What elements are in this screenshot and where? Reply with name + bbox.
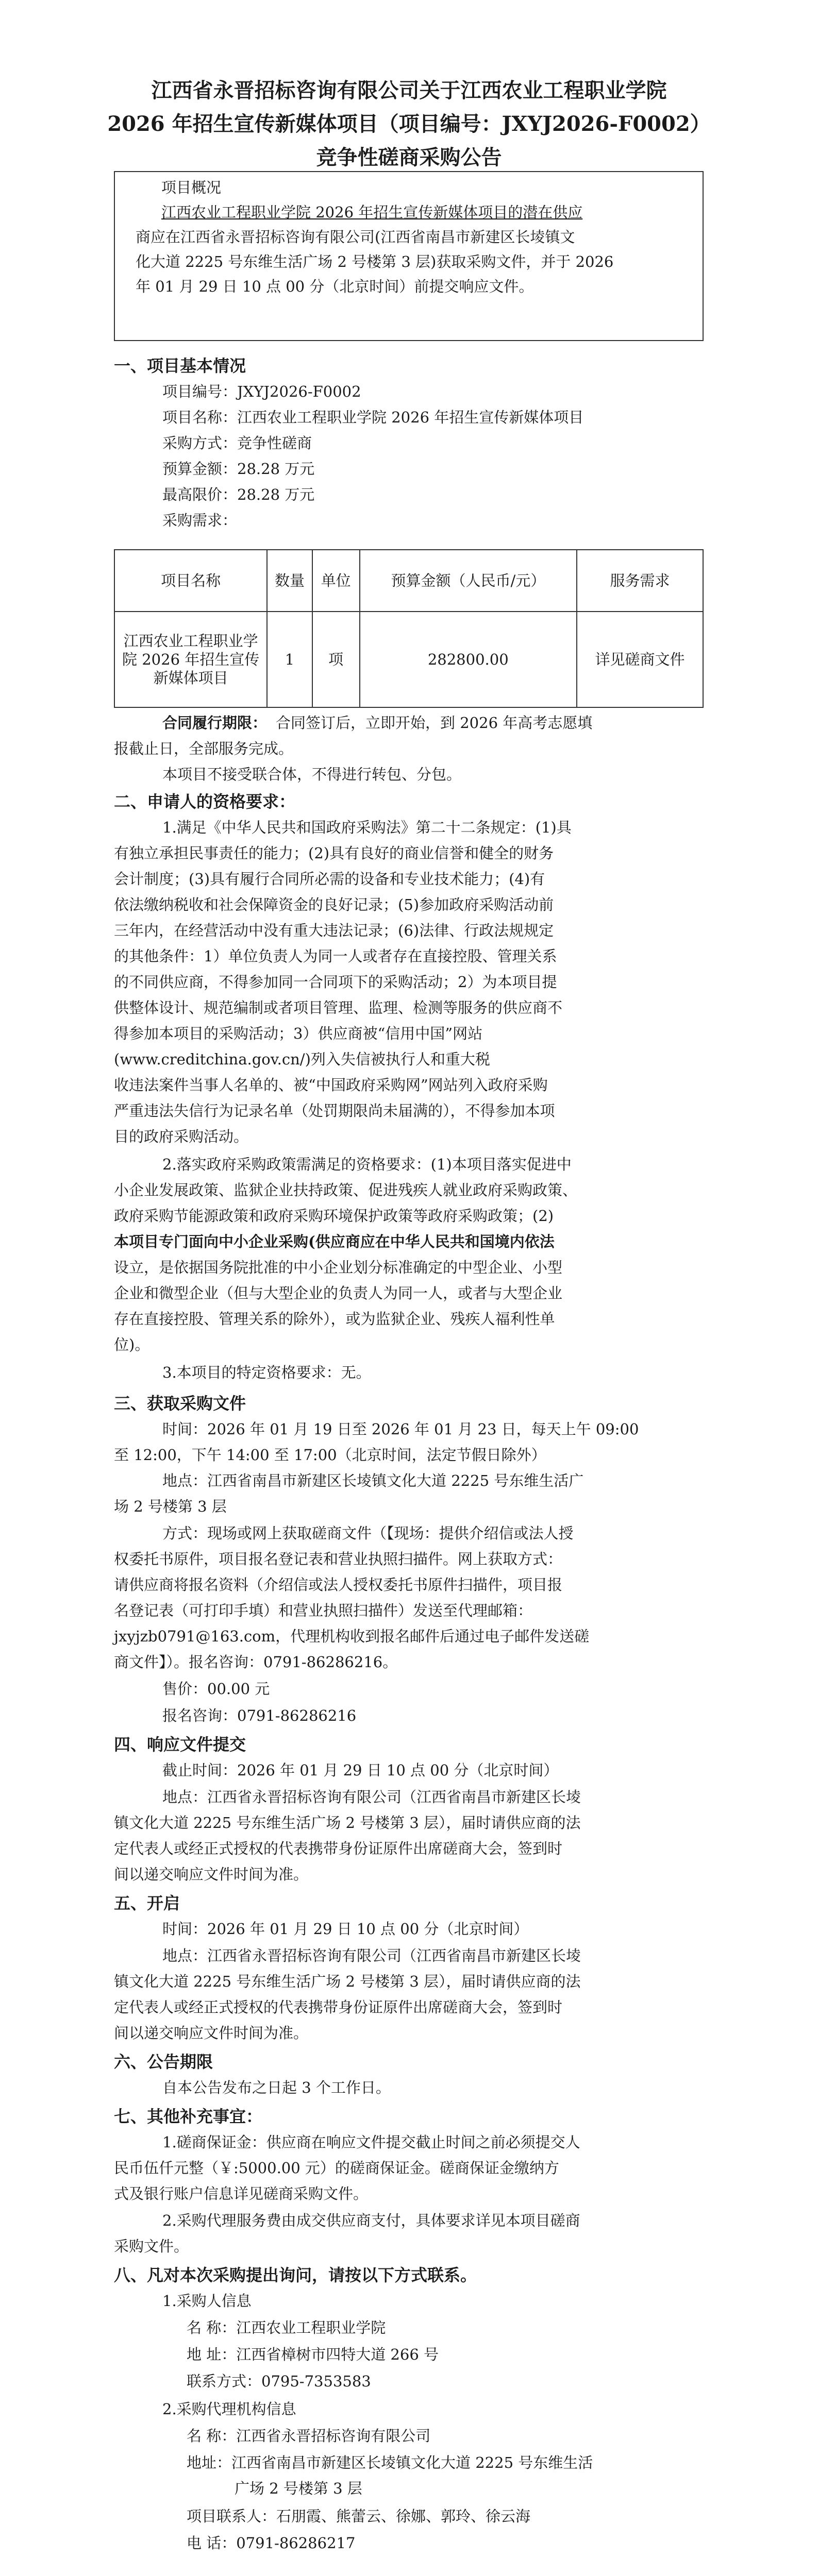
title-line-1: 江西省永晋招标咨询有限公司关于江西农业工程职业学院 [151,78,667,103]
table-header: 数量 [267,550,312,612]
submission-address-1: 地点：江西省永晋招标咨询有限公司（江西省南昌市新建区长堎 [162,1788,581,1806]
agency-name: 名 称：江西省永晋招标咨询有限公司 [187,2427,431,2445]
qualification-line: 本项目专门面向中小企业采购(供应商应在中华人民共和国境内依法 [114,1233,555,1250]
qualification-line: 收违法案件当事人名单的、被“中国政府采购网”网站列入政府采购 [114,1076,548,1094]
registration-contact: 报名咨询：0791-86286216 [162,1707,357,1724]
contract-period-text: 合同签订后，立即开始，到 2026 年高考志愿填 [276,714,593,732]
purchaser-info-heading: 1.采购人信息 [162,2292,252,2310]
table-cell: 项 [312,612,360,707]
agency-contacts: 项目联系人：石朋霞、熊蕾云、徐娜、郭玲、徐云海 [187,2507,531,2525]
procurement-method: 采购方式：竞争性磋商 [162,434,312,452]
purchaser-phone: 联系方式：0795-7353583 [187,2372,371,2390]
submission-address-3: 定代表人或经正式授权的代表携带身份证原件出席磋商大会，签到时 [114,1840,563,1857]
section-6-heading: 六、公告期限 [114,2052,213,2072]
table-cell: 1 [267,612,312,707]
table-header: 单位 [312,550,360,612]
qualification-line: 供整体设计、规范编制或者项目管理、监理、检测等服务的供应商不 [114,999,563,1016]
no-consortium-note: 本项目不接受联合体，不得进行转包、分包。 [162,766,462,783]
obtain-time-2: 至 12:00，下午 14:00 至 17:00（北京时间，法定节假日除外） [114,1446,546,1464]
obtain-method-6: 商文件】）。报名咨询：0791-86286216。 [114,1653,398,1671]
announcement-period: 自本公告发布之日起 3 个工作日。 [162,2079,391,2096]
agency-address-2: 广场 2 号楼第 3 层 [235,2480,362,2497]
section-7-heading: 七、其他补充事宜： [114,2107,263,2126]
max-price: 最高限价：28.28 万元 [162,486,315,503]
table-header: 服务需求 [577,550,703,612]
table-header-row [114,550,703,612]
summary-heading: 项目概况 [161,179,222,196]
opening-time: 时间：2026 年 01 月 29 日 10 点 00 分（北京时间） [162,1920,529,1938]
qualification-line: 的不同供应商，不得参加同一合同项下的采购活动；2）为本项目提 [114,973,557,991]
purchaser-address: 地 址：江西省樟树市四特大道 266 号 [187,2346,439,2363]
qualification-line: 严重违法失信行为记录名单（处罚期限尚未届满的），不得参加本项 [114,1102,555,1120]
section-4-heading: 四、响应文件提交 [114,1735,246,1754]
qualification-line: 得参加本项目的采购活动；3）供应商被“信用中国”网站 [114,1025,483,1042]
document-price: 售价：00.00 元 [162,1680,270,1698]
obtain-address-1: 地点：江西省南昌市新建区长堎镇文化大道 2225 号东维生活广 [162,1472,584,1489]
requirements-table [114,549,704,708]
summary-line-1: 江西农业工程职业学院 2026 年招生宣传新媒体项目的潜在供应 [161,204,583,221]
submission-deadline: 截止时间：2026 年 01 月 29 日 10 点 00 分（北京时间） [162,1761,559,1779]
qualification-line: 2.落实政府采购政策需满足的资格要求：(1)本项目落实促进中 [162,1156,572,1173]
procurement-needs: 采购需求： [162,512,238,529]
qualification-line: 3.本项目的特定资格要求：无。 [162,1364,371,1381]
contract-period-label: 合同履行期限： [162,714,268,732]
qualification-line: 有独立承担民事责任的能力；(2)具有良好的商业信誉和健全的财务 [114,844,554,862]
qualification-line: 目的政府采购活动。 [114,1128,249,1145]
obtain-method-2: 权委托书原件，项目报名登记表和营业执照扫描件。网上获取方式： [114,1550,563,1568]
summary-line-4: 年 01 月 29 日 10 点 00 分（北京时间）前提交响应文件。 [136,278,534,295]
title-line-2: 2026 年招生宣传新媒体项目（项目编号：JXYJ2026-F0002） [107,112,711,136]
qualification-line: 三年内，在经营活动中没有重大违法记录；(6)法律、行政法规规定 [114,922,554,939]
qualification-line: 存在直接控股、管理关系的除外），或为监狱企业、残疾人福利性单 [114,1310,555,1328]
obtain-address-2: 场 2 号楼第 3 层 [114,1498,227,1515]
qualification-line: (www.creditchina.gov.cn/)列入失信被执行人和重大税 [114,1050,490,1068]
project-summary-box [114,171,704,341]
obtain-method-5: jxyjzb0791@163.com，代理机构收到报名邮件后通过电子邮件发送磋 [114,1628,590,1645]
obtain-method-1: 方式：现场或网上获取磋商文件（【现场：提供介绍信或法人授 [162,1524,574,1542]
opening-address-2: 镇文化大道 2225 号东维生活广场 2 号楼第 3 层），届时请供应商的法 [114,1973,581,1990]
section-5-heading: 五、开启 [114,1893,180,1913]
submission-address-2: 镇文化大道 2225 号东维生活广场 2 号楼第 3 层），届时请供应商的法 [114,1814,581,1832]
deposit-line-1: 1.磋商保证金：供应商在响应文件提交截止时间之前必须提交人 [162,2133,580,2151]
section-8-heading: 八、凡对本次采购提出询问，请按以下方式联系。 [114,2265,477,2285]
qualification-line: 企业和微型企业（但与大型企业的负责人为同一人，或者与大型企业 [114,1284,563,1302]
table-header: 项目名称 [114,550,267,612]
deposit-line-2: 民币伍仟元整（￥:5000.00 元）的磋商保证金。磋商保证金缴纳方 [114,2159,559,2177]
summary-line-3: 化大道 2225 号东维生活广场 2 号楼第 3 层)获取采购文件，并于 2026 [136,253,614,270]
opening-address-3: 定代表人或经正式授权的代表携带身份证原件出席磋商大会，签到时 [114,1998,563,2016]
qualification-line: 政府采购节能源政策和政府采购环境保护政策等政府采购政策；(2) [114,1207,554,1225]
agency-info-heading: 2.采购代理机构信息 [162,2400,296,2418]
obtain-method-4: 名登记表（可打印手填）和营业执照扫描件）发送至代理邮箱： [114,1602,533,1619]
obtain-method-3: 请供应商将报名资料（介绍信或法人授权委托书原件扫描件，项目报 [114,1576,563,1594]
obtain-time-1: 时间：2026 年 01 月 19 日至 2026 年 01 月 23 日，每天上午 09:00 [162,1420,639,1438]
qualification-line: 的其他条件：1）单位负责人为同一人或者存在直接控股、管理关系 [114,947,557,965]
table-row [114,612,703,707]
table-cell: 详见磋商文件 [577,612,703,707]
budget-amount: 预算金额：28.28 万元 [162,460,315,478]
qualification-line: 依法缴纳税收和社会保障资金的良好记录；(5)参加政府采购活动前 [114,896,554,913]
section-2-heading: 二、申请人的资格要求： [114,792,296,811]
opening-address-4: 间以递交响应文件时间为准。 [114,2024,309,2042]
project-number: 项目编号：JXYJ2026-F0002 [162,383,361,400]
qualification-line: 1.满足《中华人民共和国政府采购法》第二十二条规定：(1)具 [162,819,572,836]
contract-period-text-2: 报截止日，全部服务完成。 [114,740,294,757]
deposit-line-3: 式及银行账户信息详见磋商采购文件。 [114,2185,369,2202]
agency-address-1: 地址：江西省南昌市新建区长堎镇文化大道 2225 号东维生活 [187,2454,593,2471]
submission-address-4: 间以递交响应文件时间为准。 [114,1866,309,1883]
table-cell: 江西农业工程职业学院 2026 年招生宣传新媒体项目 [114,612,267,707]
opening-address-1: 地点：江西省永晋招标咨询有限公司（江西省南昌市新建区长堎 [162,1947,581,1964]
project-name: 项目名称：江西农业工程职业学院 2026 年招生宣传新媒体项目 [162,409,584,426]
agency-fee-line-2: 采购文件。 [114,2238,189,2255]
section-1-heading: 一、项目基本情况 [114,356,246,376]
purchaser-name: 名 称：江西农业工程职业学院 [187,2319,386,2336]
table-header: 预算金额（人民币/元） [360,550,577,612]
title-line-3: 竞争性磋商采购公告 [316,145,502,170]
qualification-line: 位)。 [114,1336,150,1353]
agency-fee-line-1: 2.采购代理服务费由成交供应商支付，具体要求详见本项目磋商 [162,2212,580,2229]
qualification-line: 设立，是依据国务院批准的中小企业划分标准确定的中型企业、小型 [114,1259,563,1276]
table-cell: 282800.00 [360,612,577,707]
agency-phone: 电 话：0791-86286217 [187,2534,356,2552]
qualification-line: 小企业发展政策、监狱企业扶持政策、促进残疾人就业政府采购政策、 [114,1181,578,1199]
section-3-heading: 三、获取采购文件 [114,1394,246,1413]
summary-line-2: 商应在江西省永晋招标咨询有限公司(江西省南昌市新建区长堎镇文 [136,228,575,246]
qualification-line: 会计制度；(3)具有履行合同所必需的设备和专业技术能力；(4)有 [114,870,545,888]
